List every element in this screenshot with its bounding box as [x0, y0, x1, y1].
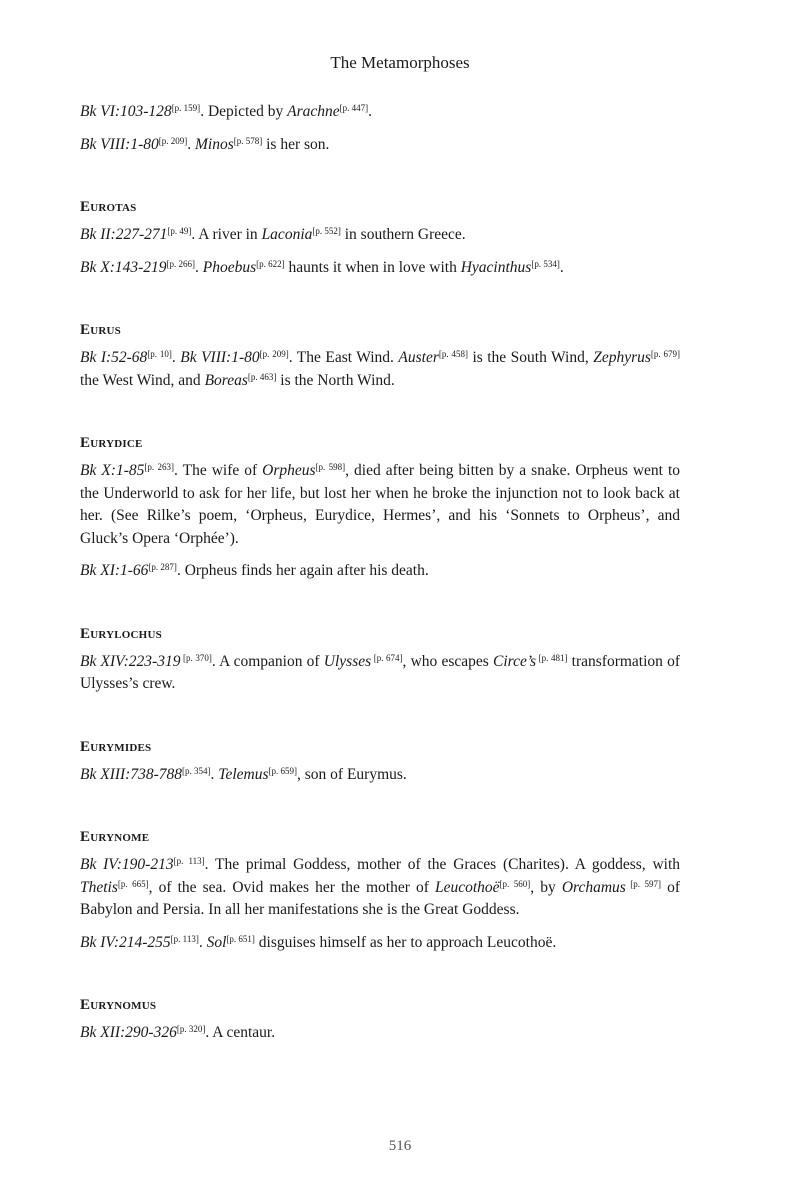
paragraph: [80, 460, 680, 550]
running-header: The Metamorphoses: [330, 53, 470, 72]
page-number: 516: [388, 1138, 412, 1154]
entry-eurydice: [80, 432, 680, 583]
text-run: .: [198, 933, 207, 951]
text-run: of Babylon and Persia. In all her manifestations she is the Great Goddess.: [80, 878, 680, 918]
page-reference[interactable]: [p. 458]: [438, 349, 468, 359]
continuation-block: [80, 101, 680, 156]
paragraph: [80, 257, 680, 280]
page-reference[interactable]: [p. 597]: [625, 878, 661, 889]
book-reference[interactable]: Bk II:227-271: [80, 226, 168, 243]
text-run: .: [368, 103, 373, 120]
name-link[interactable]: Laconia: [261, 226, 313, 243]
page-reference[interactable]: [p. 209]: [158, 135, 188, 146]
page-reference[interactable]: [p. 463]: [247, 371, 277, 382]
entry-title: Eurotas: [80, 199, 137, 215]
name-link[interactable]: Circe’s: [493, 652, 537, 670]
text-run: . The primal Goddess, mother of the Graces (Charites). A goddess, with: [204, 856, 681, 873]
book-reference[interactable]: Bk VIII:1-80: [180, 349, 260, 366]
name-link[interactable]: Minos: [195, 135, 234, 153]
page-reference[interactable]: [p. 674]: [371, 652, 403, 663]
entry-eurotas: [80, 196, 680, 279]
entry-title: Eurydice: [80, 435, 143, 451]
entry-title: Eurynome: [80, 829, 150, 845]
name-link[interactable]: Auster: [398, 349, 439, 366]
entry-title: Eurymides: [80, 738, 152, 755]
page-reference[interactable]: [p. 49]: [167, 226, 192, 236]
entry-title: Eurynomus: [80, 997, 157, 1013]
entry-eurus: [80, 319, 680, 392]
page-reference[interactable]: [p. 598]: [315, 462, 346, 472]
text-run: . A centaur.: [205, 1024, 276, 1041]
book-reference[interactable]: Bk XI:1-66: [80, 562, 149, 579]
text-run: haunts it when in love with: [284, 258, 461, 276]
page-reference[interactable]: [p. 10]: [147, 349, 172, 359]
page-reference[interactable]: [p. 665]: [117, 878, 149, 889]
text-run: in southern Greece.: [340, 226, 466, 243]
text-run: .: [559, 258, 564, 276]
paragraph: [80, 560, 680, 583]
page-reference[interactable]: [p. 370]: [180, 652, 212, 663]
book-reference[interactable]: Bk I:52-68: [80, 349, 148, 366]
book-reference[interactable]: Bk X:1-85: [80, 462, 145, 479]
name-link[interactable]: Leucothoë: [434, 878, 500, 896]
name-link[interactable]: Phoebus: [202, 258, 257, 276]
text-run: , died after being bitten by a snake. Orpheus went to the Underworld to ask for her life, but lost her when he broke the injunction not to look back at her. (See Rilke’s poem, ‘Orpheus, Eurydice, Hermes’, and his ‘Sonnets to Orpheus’, and Gluck’s Opera ‘Orphée’).: [80, 462, 681, 547]
text-run: is the South Wind,: [467, 349, 594, 366]
page-reference[interactable]: [p. 113]: [173, 856, 205, 866]
name-link[interactable]: Orchamus: [561, 878, 626, 896]
text-run: , son of Eurymus.: [297, 765, 407, 783]
page-reference[interactable]: [p. 534]: [531, 258, 560, 269]
book-reference[interactable]: Bk XIII:738-788: [80, 765, 182, 783]
text-run: . The East Wind.: [288, 349, 399, 366]
name-link[interactable]: Ulysses: [323, 652, 372, 670]
book-reference[interactable]: Bk XII:290-326: [80, 1024, 177, 1041]
paragraph: [80, 134, 680, 157]
text-run: disguises himself as her to approach Leucothoë.: [254, 933, 557, 951]
page-reference[interactable]: [p. 622]: [256, 258, 285, 269]
entry-eurynome: [80, 826, 680, 954]
text-run: . Orpheus finds her again after his death.: [176, 562, 429, 579]
page-reference[interactable]: [p. 266]: [166, 258, 196, 269]
page-body: [80, 101, 680, 1055]
page-reference[interactable]: [p. 447]: [339, 103, 369, 113]
paragraph: [80, 224, 680, 247]
entry-eurylochus: [80, 623, 680, 696]
paragraph: [80, 764, 680, 787]
book-reference[interactable]: Bk VI:103-128: [80, 103, 172, 120]
text-run: .: [195, 258, 203, 276]
page-reference[interactable]: [p. 263]: [144, 462, 175, 472]
name-link[interactable]: Orpheus: [262, 462, 316, 479]
paragraph: [80, 651, 680, 696]
name-link[interactable]: Boreas: [204, 371, 248, 389]
paragraph: [80, 347, 680, 392]
page-reference[interactable]: [p. 113]: [170, 933, 199, 944]
text-run: , who escapes: [402, 652, 494, 670]
book-reference[interactable]: Bk XIV:223-319: [80, 652, 181, 670]
page-reference[interactable]: [p. 679]: [650, 349, 680, 359]
book-reference[interactable]: Bk X:143-219: [80, 258, 167, 276]
text-run: . A companion of: [211, 652, 324, 670]
entry-eurymides: [80, 736, 680, 787]
page-reference[interactable]: [p. 287]: [148, 562, 177, 572]
name-link[interactable]: Telemus: [218, 765, 269, 783]
text-run: is the North Wind.: [276, 371, 395, 389]
page-reference[interactable]: [p. 560]: [499, 878, 531, 889]
text-run: , by: [530, 878, 562, 896]
text-run: . Depicted by: [200, 103, 288, 120]
page-reference[interactable]: [p. 481]: [536, 652, 568, 663]
text-run: transformation of Ulysses’s crew.: [80, 652, 681, 692]
entry-eurynomus: [80, 994, 680, 1045]
book-reference[interactable]: Bk IV:190-213: [80, 856, 174, 873]
page-reference[interactable]: [p. 209]: [259, 349, 289, 359]
paragraph: [80, 932, 680, 955]
paragraph: [80, 1022, 680, 1045]
book-reference[interactable]: Bk VIII:1-80: [80, 135, 159, 153]
name-link[interactable]: Zephyrus: [593, 349, 651, 366]
text-run: , of the sea. Ovid makes her the mother of: [148, 878, 435, 896]
name-link[interactable]: Hyacinthus: [460, 258, 532, 276]
name-link[interactable]: Arachne: [287, 103, 340, 120]
name-link[interactable]: Thetis: [80, 878, 118, 896]
text-run: .: [210, 765, 219, 783]
paragraph: [80, 101, 680, 124]
page-reference[interactable]: [p. 354]: [182, 765, 211, 776]
page-reference[interactable]: [p. 159]: [171, 103, 201, 113]
paragraph: [80, 854, 680, 922]
text-run: is her son.: [262, 135, 330, 153]
page-reference[interactable]: [p. 552]: [312, 226, 341, 236]
text-run: . A river in: [191, 226, 262, 243]
book-reference[interactable]: Bk IV:214-255: [80, 933, 171, 951]
text-run: .: [171, 349, 181, 366]
page-reference[interactable]: [p. 659]: [268, 765, 297, 776]
page-reference[interactable]: [p. 651]: [226, 933, 255, 944]
text-run: .: [187, 135, 195, 153]
text-run: the West Wind, and: [80, 371, 205, 389]
name-link[interactable]: Sol: [206, 933, 227, 951]
text-run: . The wife of: [174, 462, 263, 479]
page-reference[interactable]: [p. 578]: [233, 135, 263, 146]
entry-title: Eurus: [80, 322, 121, 338]
page-reference[interactable]: [p. 320]: [176, 1024, 206, 1034]
entry-title: Eurylochus: [80, 625, 162, 642]
